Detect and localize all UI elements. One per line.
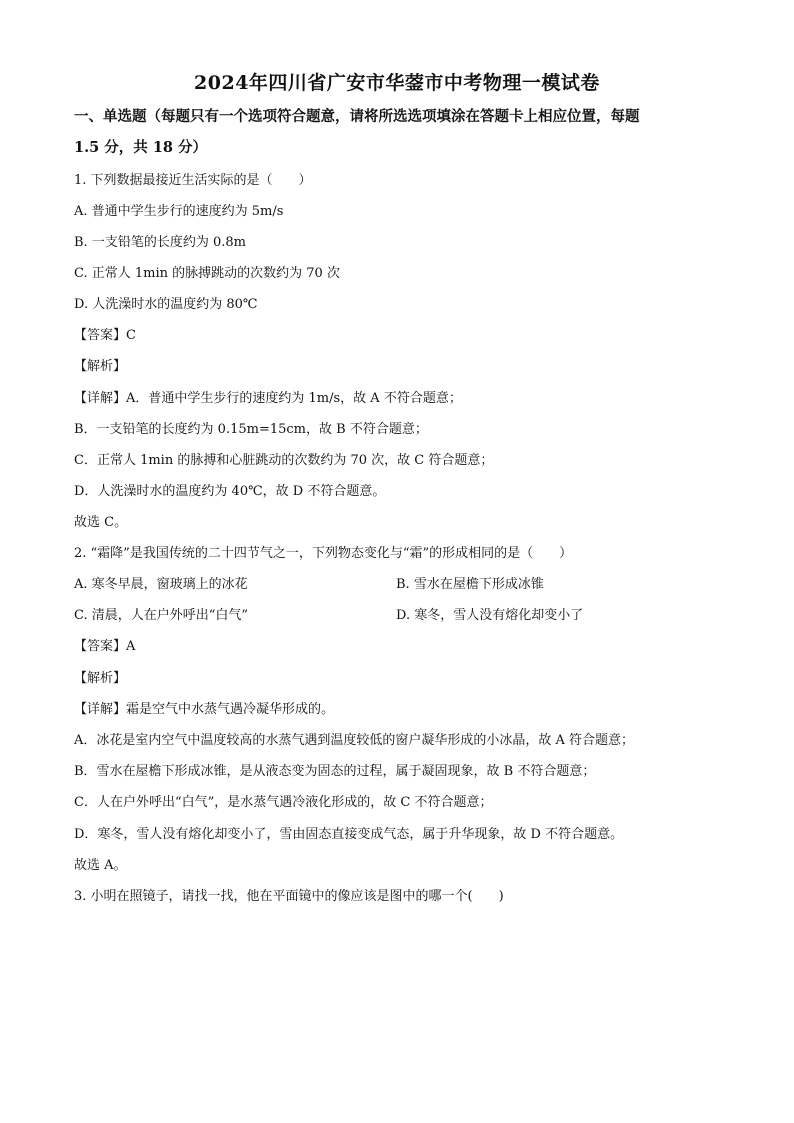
q1-detail-3: C．正常人 1min 的脉搏和心脏跳动的次数约为 70 次，故 C 符合题意；: [74, 453, 494, 468]
q1-analysis-label: 【解析】: [74, 359, 127, 374]
q1-detail-1: 【详解】A．普通中学生步行的速度约为 1m/s，故 A 不符合题意；: [74, 391, 462, 406]
page-title: 2024年四川省广安市华蓥市中考物理一模试卷: [194, 72, 600, 94]
q1-option-d: D. 人洗澡时水的温度约为 80℃: [74, 297, 258, 312]
q2-answer: 【答案】A: [74, 639, 136, 654]
q3-stem: 3. 小明在照镜子，请找一找，他在平面镜中的像应该是图中的哪一个( ): [74, 889, 504, 904]
q2-detail-2: A．冰花是室内空气中温度较高的水蒸气遇到温度较低的窗户凝华形成的小冰晶，故 A 符合题意；: [74, 733, 635, 748]
q2-analysis-label: 【解析】: [74, 671, 127, 686]
q2-detail-3: B．雪水在屋檐下形成冰锥，是从液态变为固态的过程，属于凝固现象，故 B 不符合题意；: [74, 764, 596, 779]
q2-detail-5: D．寒冬，雪人没有熔化却变小了，雪由固态直接变成气态，属于升华现象，故 D 不符合题意。: [74, 827, 624, 842]
q1-option-b: B. 一支铅笔的长度约为 0.8m: [74, 235, 246, 250]
section-heading-line2: 1.5 分，共 18 分）: [74, 139, 208, 156]
q1-detail-2: B．一支铅笔的长度约为 0.15m=15cm，故 B 不符合题意；: [74, 422, 428, 437]
q2-conclusion: 故选 A。: [74, 858, 127, 873]
q2-option-c: C. 清晨，人在户外呼出“白气”: [74, 608, 249, 623]
q2-option-d: D. 寒冬，雪人没有熔化却变小了: [396, 608, 584, 623]
q2-option-b: B. 雪水在屋檐下形成冰锥: [396, 577, 544, 592]
q1-option-c: C. 正常人 1min 的脉搏跳动的次数约为 70 次: [74, 266, 340, 281]
q1-conclusion: 故选 C。: [74, 515, 128, 530]
q1-answer: 【答案】C: [74, 328, 136, 343]
q2-detail-4: C．人在户外呼出“白气”，是水蒸气遇冷液化形成的，故 C 不符合题意；: [74, 795, 493, 810]
section-heading-line1: 一、单选题（每题只有一个选项符合题意，请将所选选项填涂在答题卡上相应位置，每题: [74, 108, 640, 125]
q1-detail-4: D．人洗澡时水的温度约为 40℃，故 D 不符合题意。: [74, 484, 386, 499]
q2-stem: 2. “霜降”是我国传统的二十四节气之一，下列物态变化与“霜”的形成相同的是（ ）: [74, 546, 573, 561]
q1-stem: 1. 下列数据最接近生活实际的是（ ）: [74, 173, 312, 188]
q1-option-a: A. 普通中学生步行的速度约为 5m/s: [74, 204, 284, 219]
q2-detail-1: 【详解】霜是空气中水蒸气遇冷凝华形成的。: [74, 702, 335, 717]
q2-option-a: A. 寒冬早晨，窗玻璃上的冰花: [74, 577, 248, 592]
